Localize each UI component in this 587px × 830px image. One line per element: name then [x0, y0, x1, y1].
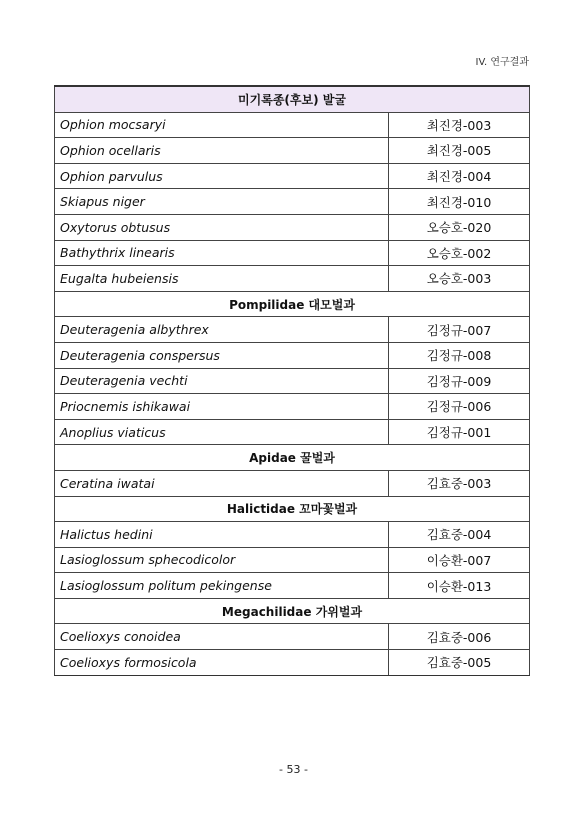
section-header-row [55, 445, 530, 471]
page-number: - 53 - [279, 763, 308, 776]
species-name: Oxytorus obtusus [55, 214, 389, 240]
table-row [55, 368, 530, 394]
species-name: Ophion mocsaryi [55, 112, 389, 138]
table-row [55, 163, 530, 189]
species-name: Ceratina iwatai [55, 470, 389, 496]
species-name: Ophion ocellaris [55, 138, 389, 164]
table-row [55, 317, 530, 343]
specimen-code: 김정규-008 [389, 342, 530, 368]
species-name: Ophion parvulus [55, 163, 389, 189]
table-row [55, 266, 530, 292]
table-row [55, 342, 530, 368]
species-table [54, 85, 530, 676]
species-name: Anoplius viaticus [55, 419, 389, 445]
table-row [55, 624, 530, 650]
specimen-code: 오승호-003 [389, 266, 530, 292]
section-title: Apidae 꿀벌과 [55, 445, 530, 471]
section-header-row [55, 496, 530, 522]
species-name: Deuteragenia albythrex [55, 317, 389, 343]
specimen-code: 김효중-003 [389, 470, 530, 496]
species-name: Deuteragenia vechti [55, 368, 389, 394]
specimen-code: 김정규-001 [389, 419, 530, 445]
running-header: IV. 연구결과 [475, 57, 529, 68]
table-row [55, 214, 530, 240]
species-name: Lasioglossum sphecodicolor [55, 547, 389, 573]
specimen-code: 김효중-004 [389, 522, 530, 548]
species-name: Coelioxys conoidea [55, 624, 389, 650]
table-row [55, 522, 530, 548]
specimen-code: 김정규-006 [389, 394, 530, 420]
section-header-row [55, 598, 530, 624]
table-row [55, 470, 530, 496]
section-title: Megachilidae 가위벌과 [55, 598, 530, 624]
species-name: Coelioxys formosicola [55, 650, 389, 676]
specimen-code: 최진경-003 [389, 112, 530, 138]
specimen-code: 오승호-002 [389, 240, 530, 266]
section-header-row [55, 86, 530, 112]
section-title: Halictidae 꼬마꽃벌과 [55, 496, 530, 522]
specimen-code: 김정규-007 [389, 317, 530, 343]
table-row [55, 419, 530, 445]
specimen-code: 최진경-004 [389, 163, 530, 189]
section-header-row [55, 291, 530, 317]
specimen-code: 김효중-006 [389, 624, 530, 650]
specimen-code: 이승환-013 [389, 573, 530, 599]
specimen-code: 김효중-005 [389, 650, 530, 676]
specimen-code: 김정규-009 [389, 368, 530, 394]
section-title: Pompilidae 대모벌과 [55, 291, 530, 317]
specimen-code: 오승호-020 [389, 214, 530, 240]
table-row [55, 394, 530, 420]
specimen-code: 이승환-007 [389, 547, 530, 573]
table-row [55, 240, 530, 266]
specimen-code: 최진경-005 [389, 138, 530, 164]
table-row [55, 189, 530, 215]
table-row [55, 573, 530, 599]
table-row [55, 138, 530, 164]
table-row [55, 547, 530, 573]
table-row [55, 650, 530, 676]
species-name: Halictus hedini [55, 522, 389, 548]
table-row [55, 112, 530, 138]
species-name: Lasioglossum politum pekingense [55, 573, 389, 599]
specimen-code: 최진경-010 [389, 189, 530, 215]
species-name: Deuteragenia conspersus [55, 342, 389, 368]
species-name: Bathythrix linearis [55, 240, 389, 266]
species-name: Priocnemis ishikawai [55, 394, 389, 420]
species-name: Skiapus niger [55, 189, 389, 215]
species-name: Eugalta hubeiensis [55, 266, 389, 292]
section-title: 미기록종(후보) 발굴 [55, 86, 530, 112]
